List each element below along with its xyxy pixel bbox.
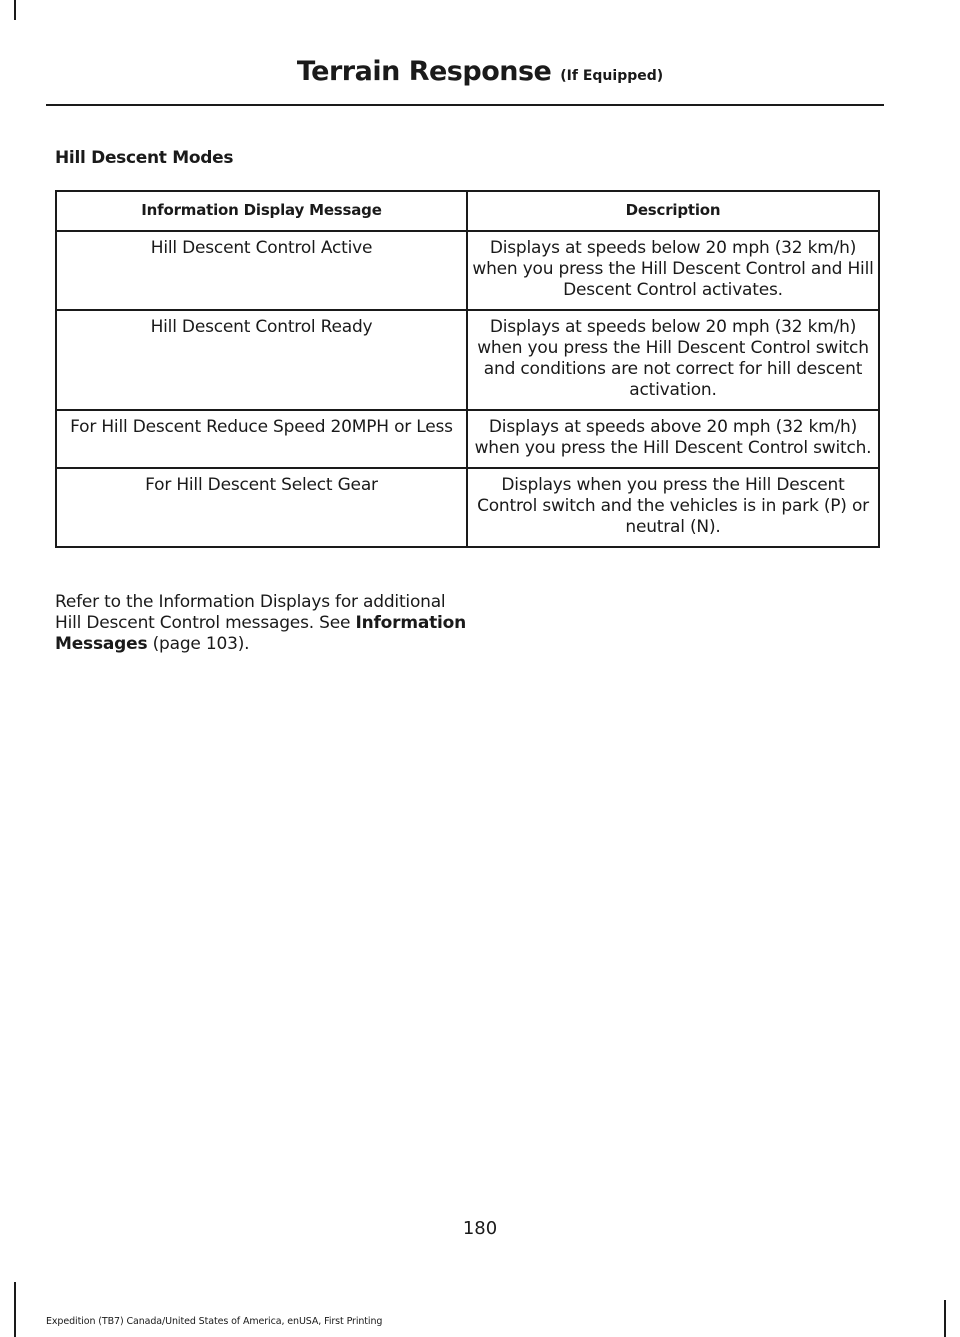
crop-mark-bottom-left bbox=[14, 1282, 16, 1337]
description-cell: Displays at speeds above 20 mph (32 km/h) when you press the Hill Descent Control switch. bbox=[467, 410, 879, 468]
refer-text: Refer to the Information Displays for additional Hill Descent Control messages. See bbox=[55, 592, 446, 633]
refer-page-ref: (page 103). bbox=[147, 634, 250, 654]
header-title: Terrain Response bbox=[296, 56, 552, 87]
message-cell: Hill Descent Control Active bbox=[56, 231, 467, 310]
header-divider bbox=[46, 104, 884, 106]
table-row bbox=[56, 410, 879, 468]
table-row bbox=[56, 468, 879, 547]
header-subtitle: (If Equipped) bbox=[560, 68, 664, 84]
page-number: 180 bbox=[462, 1218, 498, 1239]
crop-mark-top-left bbox=[14, 0, 16, 20]
message-cell: For Hill Descent Select Gear bbox=[56, 468, 467, 547]
table-header-row bbox=[56, 191, 879, 231]
description-cell: Displays when you press the Hill Descent Control switch and the vehicles is in park (P) or neutral (N). bbox=[467, 468, 879, 547]
refer-paragraph bbox=[55, 592, 475, 655]
hill-descent-modes-table bbox=[55, 190, 880, 548]
information-messages-link[interactable]: Information Messages bbox=[55, 613, 467, 654]
message-cell: For Hill Descent Reduce Speed 20MPH or Less bbox=[56, 410, 467, 468]
table-row bbox=[56, 310, 879, 410]
column-header-description: Description bbox=[467, 191, 879, 231]
column-header-message: Information Display Message bbox=[56, 191, 467, 231]
crop-mark-bottom-right bbox=[944, 1300, 946, 1337]
description-cell: Displays at speeds below 20 mph (32 km/h) when you press the Hill Descent Control and Hill Descent Control activates. bbox=[467, 231, 879, 310]
page-header bbox=[0, 56, 960, 87]
section-heading: Hill Descent Modes bbox=[55, 148, 234, 168]
message-cell: Hill Descent Control Ready bbox=[56, 310, 467, 410]
table-row bbox=[56, 231, 879, 310]
description-cell: Displays at speeds below 20 mph (32 km/h) when you press the Hill Descent Control switch and conditions are not correct for hill descent activation. bbox=[467, 310, 879, 410]
footer-text: Expedition (TB7) Canada/United States of America, enUSA, First Printing bbox=[46, 1316, 383, 1327]
